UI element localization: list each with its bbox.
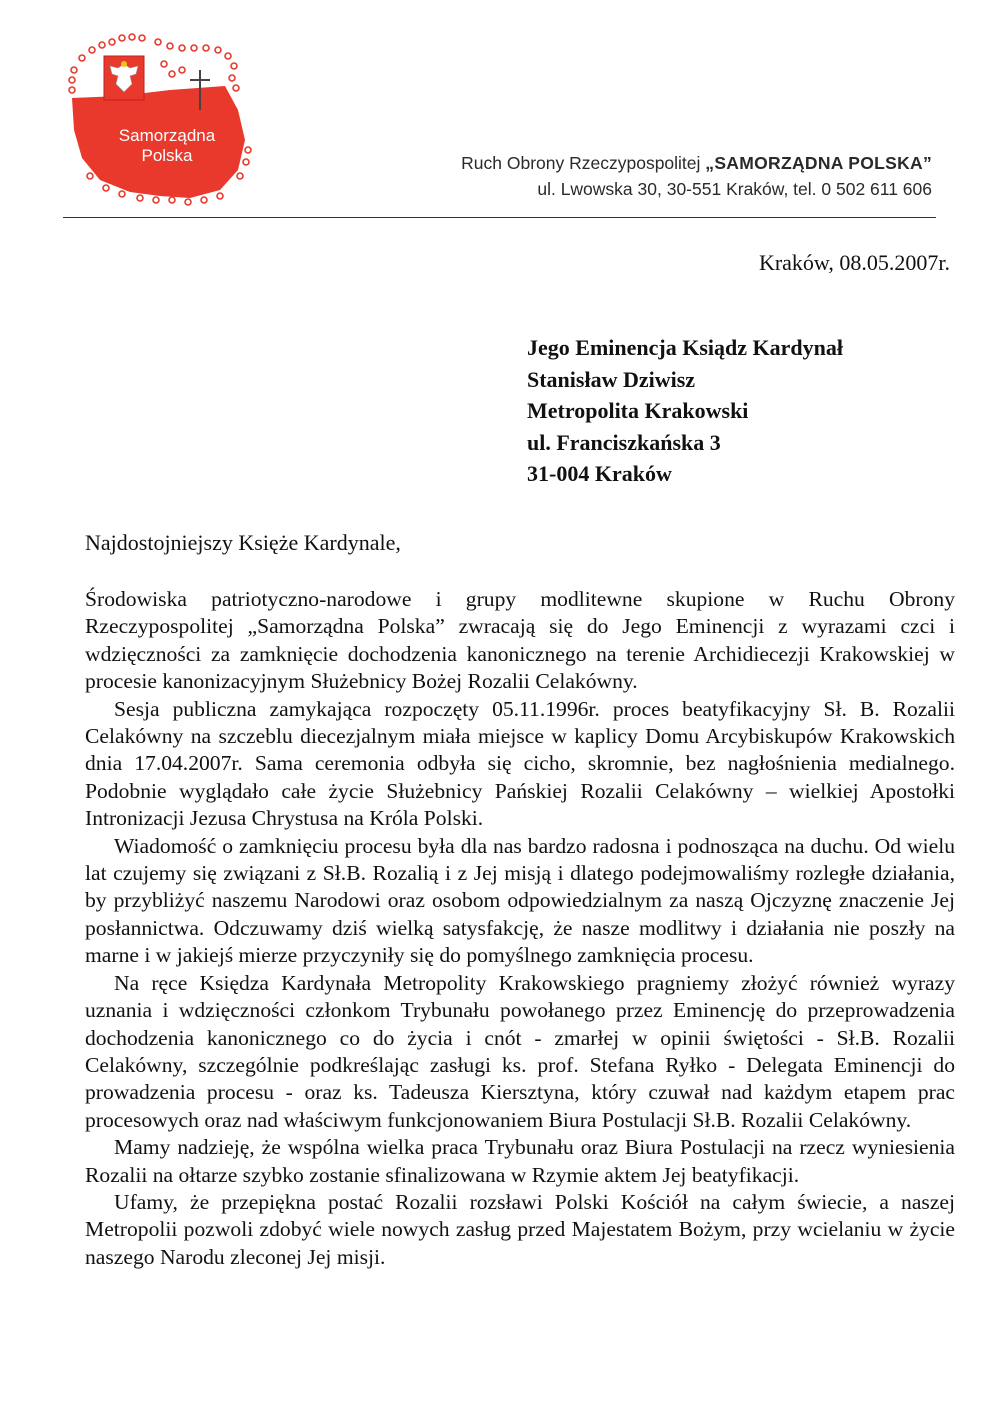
organization-header — [461, 150, 932, 202]
body-paragraph: Sesja publiczna zamykająca rozpoczęty 05.11.1996r. proces beatyfikacyjny Sł. B. Rozalii Celakówny na szczeblu diecezjalnym miała miejsce w kaplicy Domu Arcybiskupów Krakowskich dnia 17.04.2007r. Sama ceremonia odbyła się cicho, skromnie, bez nagłośnienia medialnego. Podobnie wyglądało całe życie Służebnicy Pańskiej Rozalii Celakówny – wielkiej Apostołki Intronizacji Jezusa Chrystusa na Króla Polski. — [85, 696, 955, 831]
recipient-line: Stanisław Dziwisz — [527, 366, 696, 392]
logo-text-line2: Polska — [141, 146, 193, 165]
organization-name-bold: „SAMORZĄDNA POLSKA” — [705, 153, 932, 173]
white-eagle-icon — [104, 56, 144, 100]
header-divider — [63, 217, 936, 218]
organization-name — [461, 150, 932, 176]
body-paragraph: Na ręce Księdza Kardynała Metropolity Krakowskiego pragniemy złożyć również wyrazy uznania i wdzięczności członkom Trybunału powołanego przez Eminencję do przeprowadzenia dochodzenia kanonicznego co do życia i cnót - zmarłej w opinii świętości - Sł.B. Rozalii Celakówny, szczególnie podkreślając zasługi ks. prof. Stefana Ryłko - Delegata Eminencji do prowadzenia procesu - oraz ks. Tadeusza Kiersztyna, który czuwał nad każdym etapem prac procesowych oraz nad właściwym funkcjonowaniem Biura Postulacji Sł.B. Rozalii Celakówny. — [85, 970, 955, 1132]
body-paragraph: Wiadomość o zamknięciu procesu była dla nas bardzo radosna i podnosząca na duchu. Od wielu lat czujemy się związani z Sł.B. Rozalią i z Jej misją i dlatego podejmowaliśmy rozległe działania, by przybliżyć naszemu Narodowi oraz osobom odpowiedzialnym za naszą Ojczyznę znaczenie Jej posłannictwa. Odczuwamy dziś wielką satysfakcję, że nasze modlitwy i działania nie poszły na marne i w jakiejś mierze przyczyniły się do pomyślnego zamknięcia procesu. — [85, 833, 955, 968]
organization-name-prefix: Ruch Obrony Rzeczypospolitej — [461, 153, 706, 173]
body-paragraph: Środowiska patriotyczno-narodowe i grupy modlitewne skupione w Ruchu Obrony Rzeczypospolitej „Samorządna Polska” zwracają się do Jego Eminencji z wyrazami czci i wdzięczności za zamknięcie dochodzenia kanonicznego na terenie Archidiecezji Krakowskiej w procesie kanonizacyjnym Służebnicy Bożej Rozalii Celakówny. — [85, 587, 955, 694]
recipient-line: ul. Franciszkańska 3 — [527, 429, 721, 455]
letter-body — [85, 586, 955, 1271]
recipient-line: 31-004 Kraków — [527, 461, 672, 486]
body-paragraph: Ufamy, że przepiękna postać Rozalii rozsławi Polski Kościół na całym świecie, a naszej Metropolii pozwoli zdobyć wiele nowych zasług przed Majestatem Bożym, przy wcielaniu w życie naszego Narodu zleconej Jej misji. — [85, 1189, 955, 1269]
recipient-address — [527, 332, 843, 490]
organization-address: ul. Lwowska 30, 30-551 Kraków, tel. 0 502 611 606 — [537, 179, 932, 199]
salutation: Najdostojniejszy Księże Kardynale, — [85, 530, 401, 555]
body-paragraph: Mamy nadzieję, że wspólna wielka praca Trybunału oraz Biura Postulacji na rzecz wyniesienia Rozalii na ołtarze szybko zostanie sfinalizowana w Rzymie aktem Jej beatyfikacji. — [85, 1135, 955, 1187]
organization-logo — [60, 30, 260, 210]
logo-text-line1: Samorządna — [118, 126, 216, 145]
letter-date: Kraków, 08.05.2007r. — [758, 250, 950, 275]
recipient-line: Jego Eminencja Ksiądz Kardynał — [527, 335, 843, 360]
recipient-line: Metropolita Krakowski — [527, 398, 749, 423]
